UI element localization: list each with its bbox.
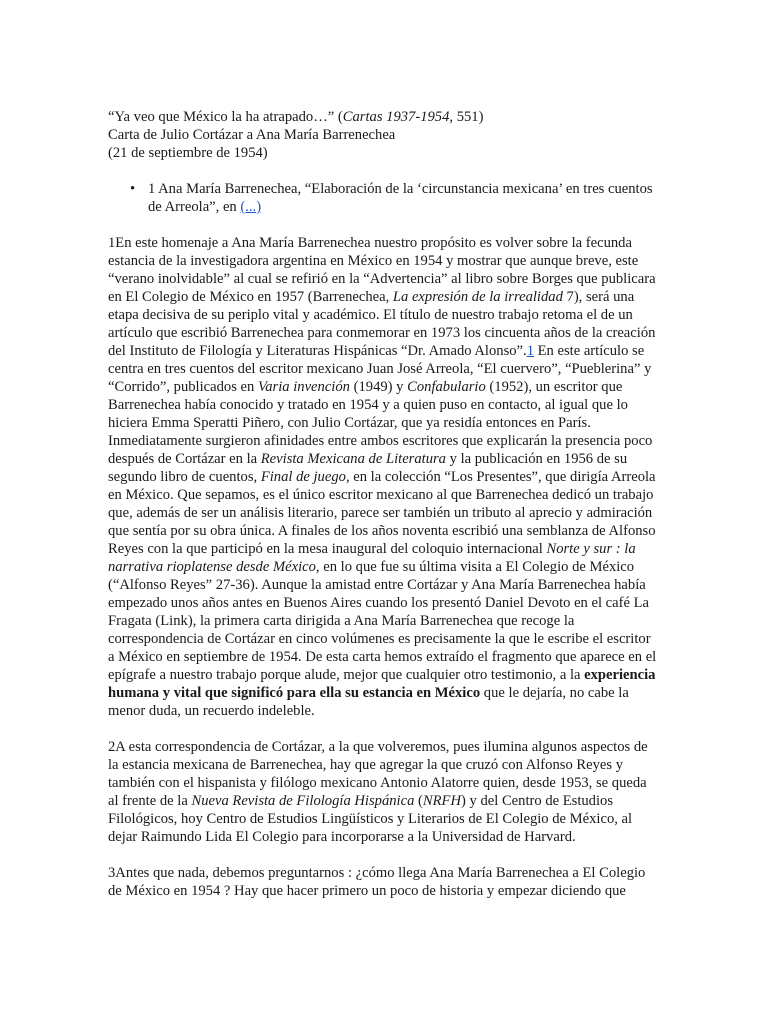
footnote-ref-link[interactable]: 1 bbox=[526, 343, 534, 359]
epigraph-attribution: Carta de Julio Cortázar a Ana María Barrenechea bbox=[108, 127, 396, 143]
footnote-more-link[interactable]: (...) bbox=[240, 199, 262, 215]
paragraph-1: 1En este homenaje a Ana María Barrenechea nuestro propósito es volver sobre la fecunda estancia de la investigadora argentina en México en 1954 y mostrar que aunque breve, este “verano inolvidable” al cual se refirió en la “Advertencia” al libro sobre Borges que publicara en El Colegio de México en 1957 (Barrenechea, La expresión de la irrealidad 7), será una etapa decisiva de su periplo vital y académico. El título de nuestro trabajo retoma el de un artículo que escribió Barrenechea para conmemorar en 1973 los cincuenta años de la creación del Instituto de Filología y Literaturas Hispánicas “Dr. Amado Alonso”.1 En este artículo se centra en tres cuentos del escritor mexicano Juan José Arreola, “El cuervero”, “Pueblerina” y “Corrido”, publicados en Varia invención (1949) y Confabulario (1952), un escritor que Barrenechea había conocido y tratado en 1954 y a quien puso en contacto, al igual que lo hiciera Emma Speratti Piñero, con Julio Cortázar, que ya residía entonces en París. Inmediatamente surgieron afinidades entre ambos escritores que explicarán la presencia poco después de Cortázar en la Revista Mexicana de Literatura y la publicación en 1956 de su segundo libro de cuentos, Final de juego, en la colección “Los Presentes”, que dirigía Arreola en México. Que sepamos, es el único escritor mexicano al que Barrenechea dedicó un trabajo que, además de ser un análisis literario, parece ser también un tributo al aprecio y admiración que sentía por su obra única. A finales de los años noventa escribió una semblanza de Alfonso Reyes con la que participó en la mesa inaugural del coloquio internacional Norte y sur : la narrativa rioplatense desde México, en lo que fue su última visita a El Colegio de México (“Alfonso Reyes” 27-36). Aunque la amistad entre Cortázar y Ana María Barrenechea había empezado unos años antes en Buenos Aires cuando los presentó Daniel Devoto en el café La Fragata (Link), la primera carta dirigida a Ana María Barrenechea que recoge la correspondencia de Cortázar en cinco volúmenes es precisamente la que le escribe el escritor a México en septiembre de 1954. De esta carta hemos extraído el fragmento que aparece en el epígrafe a nuestro trabajo porque alude, mejor que cualquier otro testimonio, a la experiencia humana y vital que significó para ella su estancia en México que le dejaría, no cabe la menor duda, un recuerdo indeleble. bbox=[108, 235, 657, 719]
epigraph-date: (21 de septiembre de 1954) bbox=[108, 145, 268, 161]
footnote-list bbox=[108, 180, 660, 216]
epigraph-quote: “Ya veo que México la ha atrapado…” (Cartas 1937-1954, 551) bbox=[108, 109, 484, 125]
epigraph bbox=[108, 108, 660, 162]
paragraph-2: 2A esta correspondencia de Cortázar, a la que volveremos, pues ilumina algunos aspectos de la estancia mexicana de Barrenechea, hay que agregar la que cruzó con Alfonso Reyes y también con el hispanista y filólogo mexicano Antonio Alatorre quien, desde 1953, se queda al frente de la Nueva Revista de Filología Hispánica (NRFH) y del Centro de Estudios Filológicos, hoy Centro de Estudios Lingüísticos y Literarios de El Colegio de México, al dejar Raimundo Lida El Colegio para incorporarse a la Universidad de Harvard. bbox=[108, 739, 648, 845]
footnote-item: • 1 Ana María Barrenechea, “Elaboración de la ‘circunstancia mexicana’ en tres cuentos de Arreola”, en (...) bbox=[108, 180, 660, 216]
paragraph-3: 3Antes que nada, debemos preguntarnos : ¿cómo llega Ana María Barrenechea a El Colegio de México en 1954 ? Hay que hacer primero un poco de historia y empezar diciendo que bbox=[108, 865, 646, 899]
page-bottom-fade bbox=[0, 934, 768, 1024]
